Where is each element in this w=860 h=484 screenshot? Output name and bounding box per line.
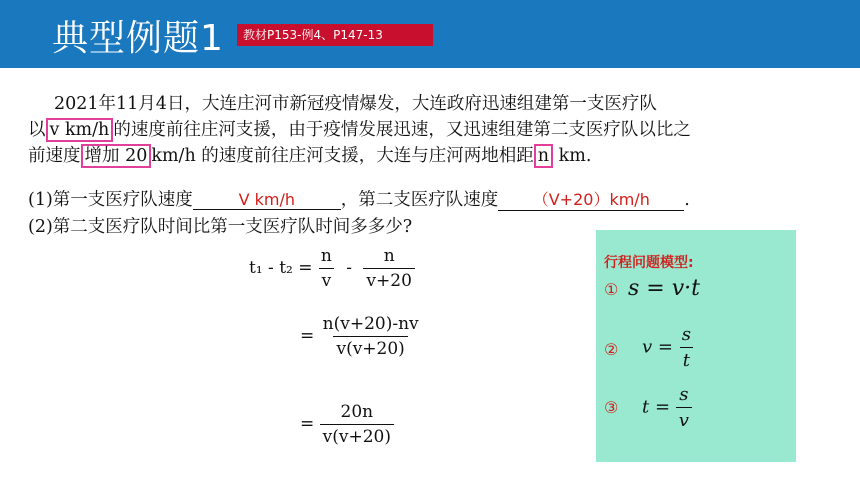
circled-number-2: ② [604, 340, 619, 359]
header-bar [0, 0, 860, 68]
formula-s-equals-vt: s = v·t [628, 276, 700, 301]
fraction-n-over-v [318, 246, 335, 291]
problem-line-3 [28, 142, 591, 167]
equals-sign: = [300, 326, 315, 346]
travel-model-panel [596, 230, 796, 462]
question-text: ，第二支医疗队速度 [340, 190, 499, 210]
formula-lhs: t = [642, 396, 671, 418]
denominator: v+20 [363, 268, 414, 291]
denominator: t [680, 347, 693, 371]
problem-text: 前速度 [28, 146, 81, 166]
fraction-s-over-v [676, 384, 692, 431]
problem-text: km/h 的速度前往庄河支援，大连与庄河两地相距 [151, 146, 534, 166]
problem-line-2 [28, 116, 691, 141]
equals-sign: = [300, 414, 315, 434]
circled-number-1: ① [604, 280, 619, 299]
highlight-distance: n [534, 144, 553, 168]
denominator: v(v+20) [320, 424, 394, 447]
fraction-n-over-v-plus-20 [363, 246, 414, 291]
problem-text: 以 [28, 120, 46, 140]
numerator: s [681, 324, 691, 345]
question-text: . [684, 190, 690, 210]
formula-lhs: v = [642, 336, 673, 358]
panel-title: 行程问题模型: [604, 255, 694, 271]
question-text: (1)第一支医疗队速度 [28, 190, 193, 210]
solution-step-2 [300, 314, 422, 359]
denominator: v [319, 268, 335, 291]
answer-blank-1: V km/h [193, 190, 341, 210]
highlight-increase: 增加 20 [81, 144, 152, 168]
textbook-reference-badge: 教材P153-例4、P147-13 [237, 24, 433, 46]
problem-text: km. [553, 146, 592, 166]
denominator: v [676, 407, 692, 431]
page-title: 典型例题1 [52, 18, 224, 59]
denominator: v(v+20) [333, 336, 407, 359]
minus-sign: - [346, 258, 353, 278]
fraction-s-over-t [679, 324, 694, 371]
problem-text: 的速度前往庄河支援，由于疫情发展迅速，又迅速组建第二支医疗队以比之 [113, 120, 691, 140]
answer-blank-2: （V+20）km/h [498, 187, 684, 211]
question-2: (2)第二支医疗队时间比第一支医疗队时间多多少? [28, 217, 413, 237]
numerator: n(v+20)-nv [322, 314, 419, 334]
solution-lhs: t₁ - t₂ = [249, 258, 313, 278]
formula-v-equals-s-over-t [642, 324, 694, 371]
fraction-combined [320, 314, 422, 359]
fraction-result [320, 402, 394, 447]
numerator: n [383, 246, 395, 266]
highlight-speed: v km/h [46, 118, 114, 142]
numerator: 20n [340, 402, 374, 422]
numerator: n [320, 246, 332, 266]
formula-t-equals-s-over-v [642, 384, 692, 431]
circled-number-3: ③ [604, 398, 619, 417]
solution-step-1 [249, 246, 415, 291]
solution-step-3 [300, 402, 394, 447]
numerator: s [679, 384, 689, 405]
problem-line-1: 2021年11月4日，大连庄河市新冠疫情爆发，大连政府迅速组建第一支医疗队 [54, 94, 657, 114]
question-1 [28, 186, 690, 211]
